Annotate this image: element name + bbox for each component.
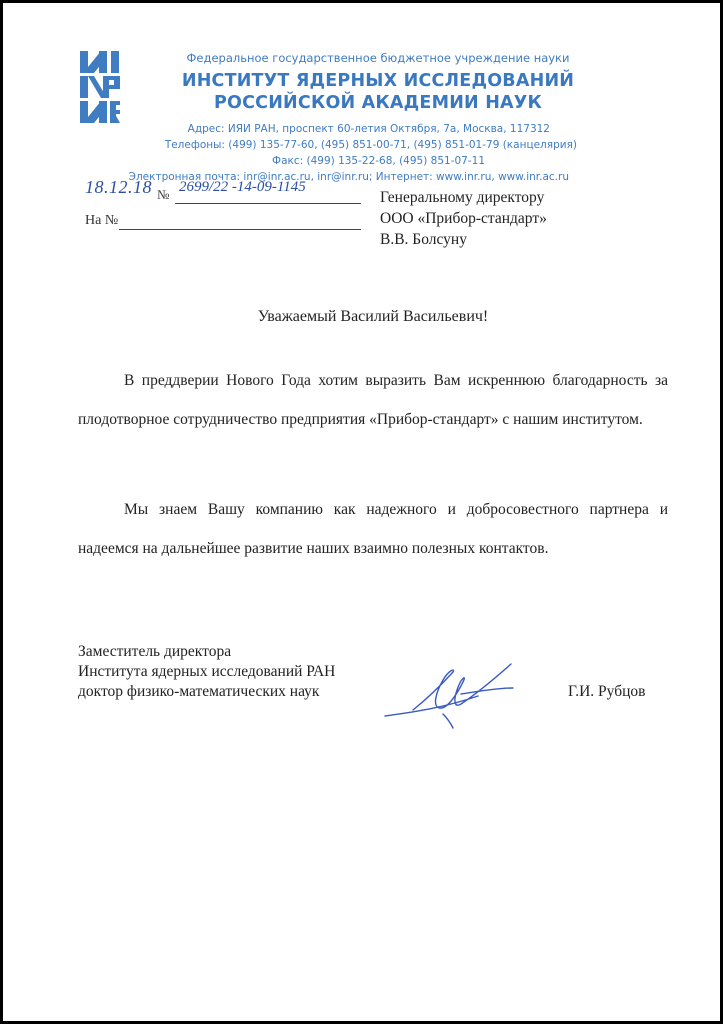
letter-page: [3, 3, 720, 1021]
reply-number-underline: [119, 229, 361, 230]
handwritten-signature-icon: [383, 658, 523, 733]
addressee-company: ООО «Прибор-стандарт»: [380, 210, 547, 227]
header-subtitle: Федеральное государственное бюджетное учреждение науки: [186, 51, 570, 65]
header-address: Адрес: ИЯИ РАН, проспект 60-летия Октября, 7а, Москва, 117312: [187, 123, 550, 135]
greeting: Уважаемый Василий Васильевич!: [257, 308, 489, 325]
number-label: №: [157, 187, 170, 202]
addressee-position: Генеральному директору: [380, 189, 545, 206]
number-underline: [175, 203, 361, 204]
handwritten-number: 2699/22 -14-09-1145: [179, 179, 306, 195]
body-paragraph-1: В преддверии Нового Года хотим выразить Вам искреннюю благодарность за плодотворное сотрудничество предприятия «Прибор-стандарт» с нашим институтом.: [78, 372, 668, 428]
signatory-position-line3: доктор физико-математических наук: [78, 683, 320, 700]
signatory-position-line1: Заместитель директора: [78, 643, 232, 660]
header-contacts: Электронная почта: inr@inr.ac.ru, inr@inr.ru; Интернет: www.inr.ru, www.inr.ac.ru: [128, 171, 569, 183]
header-title-line1: ИНСТИТУТ ЯДЕРНЫХ ИССЛЕДОВАНИЙ: [181, 71, 575, 91]
body-paragraph-2: Мы знаем Вашу компанию как надежного и добросовестного партнера и надеемся на дальнейшее развитие наших взаимно полезных контактов.: [78, 501, 668, 557]
header-phones: Телефоны: (499) 135-77-60, (495) 851-00-71, (495) 851-01-79 (канцелярия): [164, 139, 577, 151]
reply-number-label: На №: [85, 213, 119, 228]
addressee-name: В.В. Болсуну: [380, 231, 467, 248]
institute-logo-icon: [77, 49, 125, 125]
header-title-line2: РОССИЙСКОЙ АКАДЕМИИ НАУК: [214, 93, 542, 113]
handwritten-date: 18.12.18: [85, 177, 152, 197]
header-fax: Факс: (499) 135-22-68, (495) 851-07-11: [272, 155, 485, 167]
signatory-name: Г.И. Рубцов: [568, 683, 646, 700]
signatory-position-line2: Института ядерных исследований РАН: [78, 663, 336, 680]
